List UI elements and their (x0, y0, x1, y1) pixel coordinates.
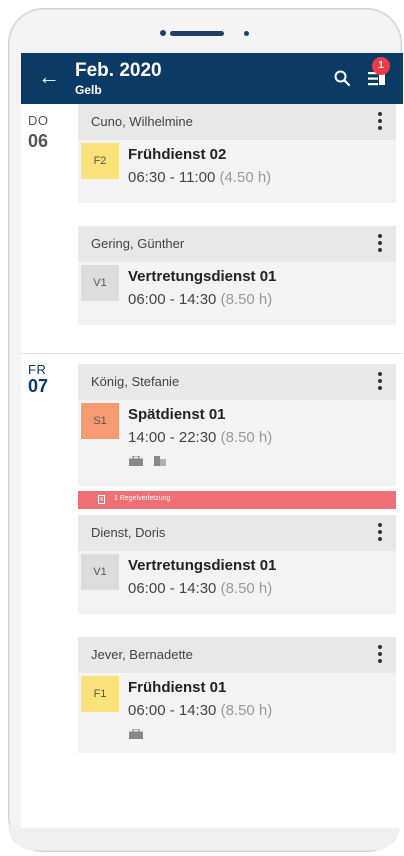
employee-header[interactable] (78, 364, 396, 400)
employee-header[interactable] (78, 104, 396, 140)
employee-name: König, Stefanie (91, 374, 180, 389)
violation-text: 1 Regelverletzung (114, 495, 171, 502)
shift-time-range: 06:30 - 11:00 (128, 169, 216, 186)
employee-header[interactable] (78, 637, 396, 673)
more-options-icon[interactable] (377, 234, 383, 254)
employee-name: Gering, Günther (91, 236, 185, 251)
more-options-icon[interactable] (377, 523, 383, 543)
shift-code: V1 (81, 265, 119, 301)
speaker-grille (170, 31, 224, 36)
app-bar (21, 53, 403, 104)
shift-code: F2 (81, 143, 119, 179)
building-icon (153, 456, 167, 466)
shift-time (128, 429, 272, 446)
shift-code: S1 (81, 403, 119, 439)
employee-header[interactable] (78, 515, 396, 551)
phone-bottom-edge (8, 826, 400, 850)
employee-name: Jever, Bernadette (91, 647, 193, 662)
shift-time (128, 169, 271, 186)
shift-name: Vertretungsdienst 01 (128, 268, 277, 285)
day-weekday: FR (28, 362, 47, 377)
rule-violation-banner[interactable] (78, 491, 396, 509)
shift-duration: (4.50 h) (219, 169, 272, 186)
day-divider (21, 353, 403, 354)
shift-time (128, 580, 272, 597)
shift-card[interactable] (78, 673, 396, 753)
shift-card[interactable] (78, 140, 396, 203)
more-options-icon[interactable] (377, 112, 383, 132)
shift-time-range: 06:00 - 14:30 (128, 580, 217, 597)
shift-name: Vertretungsdienst 01 (128, 557, 277, 574)
shift-time (128, 702, 272, 719)
employee-name: Dienst, Doris (91, 525, 166, 540)
shift-duration: (8.50 h) (220, 702, 273, 719)
shift-time-range: 06:00 - 14:30 (128, 702, 217, 719)
day-number: 06 (28, 131, 49, 151)
notification-badge: 1 (372, 57, 390, 75)
shift-card[interactable] (78, 551, 396, 614)
shift-card[interactable] (78, 262, 396, 325)
shift-code: V1 (81, 554, 119, 590)
schedule-list (21, 104, 403, 828)
briefcase-icon (129, 729, 143, 739)
briefcase-icon (129, 456, 143, 466)
search-icon[interactable] (333, 69, 351, 87)
day-number: 07 (28, 376, 49, 396)
shift-name: Frühdienst 02 (128, 146, 227, 163)
app-screen (21, 53, 403, 828)
shift-duration: (8.50 h) (220, 291, 273, 308)
page-subtitle: Gelb (75, 83, 102, 97)
camera-dot-left (160, 30, 166, 36)
camera-dot-right (244, 31, 249, 36)
shift-name: Spätdienst 01 (128, 406, 226, 423)
more-options-icon[interactable] (377, 645, 383, 665)
shift-duration: (8.50 h) (220, 429, 273, 446)
shift-duration: (8.50 h) (220, 580, 273, 597)
violation-document-icon (98, 495, 105, 504)
shift-name: Frühdienst 01 (128, 679, 227, 696)
day-weekday: DO (28, 113, 49, 128)
shift-time-range: 14:00 - 22:30 (128, 429, 217, 446)
page-title: Feb. 2020 (75, 60, 162, 81)
shift-card[interactable] (78, 400, 396, 486)
back-arrow-icon[interactable]: ← (38, 64, 60, 89)
employee-header[interactable] (78, 226, 396, 262)
more-options-icon[interactable] (377, 372, 383, 392)
shift-time-range: 06:00 - 14:30 (128, 291, 217, 308)
shift-code: F1 (81, 676, 119, 712)
shift-time (128, 291, 272, 308)
employee-name: Cuno, Wilhelmine (91, 114, 193, 129)
